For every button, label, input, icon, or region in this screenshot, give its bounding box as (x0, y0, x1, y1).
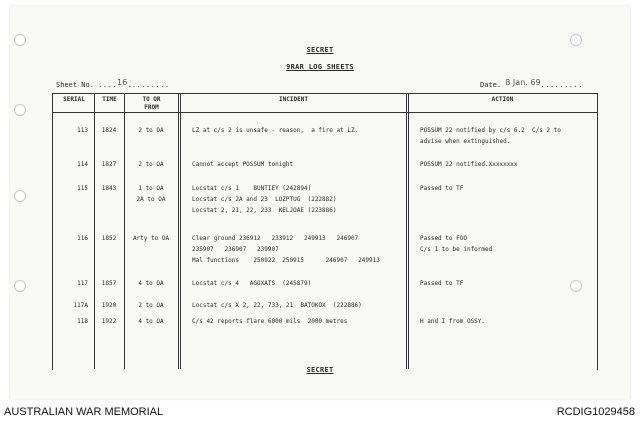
row-serial: 113 (77, 127, 88, 134)
row-incident: Locstat c/s 4 AGOXATS (245879) (192, 280, 312, 287)
column-divider (178, 93, 181, 369)
row-time: 1827 (101, 161, 117, 168)
row-incident: LZ at c/s 2 is unsafe - reason, a fire at LZ. (192, 127, 359, 134)
row-action: Passed to TF (420, 280, 464, 287)
punch-hole (14, 280, 26, 292)
header-divider (52, 112, 598, 113)
punch-hole (570, 34, 582, 46)
classification-top: SECRET (306, 46, 334, 54)
sheet-label: Sheet No. (56, 81, 94, 89)
row-time: 1852 (101, 235, 117, 242)
row-time: 1857 (101, 280, 117, 287)
row-action: POSSUM 22 notified.Xxxxxxxx (420, 161, 518, 168)
row-serial: 116 (77, 235, 88, 242)
punch-hole (14, 190, 26, 202)
punch-hole (14, 34, 26, 46)
row-time: 1824 (101, 127, 117, 134)
header-to-or-from: TO OR FROM (142, 96, 161, 111)
classification-bottom: SECRET (306, 366, 334, 374)
archive-name: AUSTRALIAN WAR MEMORIAL (4, 406, 164, 418)
row-serial: 117 (77, 280, 88, 287)
row-action: Passed to FOO C/s 1 to be informed (420, 235, 493, 253)
document-title: 9RAR LOG SHEETS (286, 63, 354, 71)
row-to-from: Arty to OA (132, 235, 170, 242)
archive-reference: RCDIG1029458 (556, 406, 635, 418)
sheet-number-line: Sheet No. ....16......... (56, 78, 170, 89)
header-time: TIME (102, 96, 117, 103)
row-serial: 114 (77, 161, 88, 168)
column-divider (406, 93, 409, 369)
sheet-dots: .... (98, 81, 118, 89)
date-label: Date. (480, 81, 502, 89)
header-serial: SERIAL (63, 96, 85, 103)
row-action: Passed to TF (420, 185, 464, 192)
row-serial: 115 (77, 185, 88, 192)
row-serial: 117A (73, 302, 88, 309)
row-incident: Locstat c/s X 2, 22, 733, 21 BATOKOX (222886) (192, 302, 362, 309)
row-incident: C/s 42 reports flare 6000 mils 2000 metres (192, 318, 348, 325)
row-to-from: 2 to OA (138, 302, 164, 309)
header-action: ACTION (491, 96, 514, 103)
row-time: 1843 (101, 185, 117, 192)
row-to-from: 1 to OA 2A to OA (136, 185, 166, 203)
row-action: POSSUM 22 notified by c/s 6.2 C/s 2 to advise when extinguished. (420, 127, 561, 145)
row-to-from: 2 to OA (138, 161, 164, 168)
row-incident: Locstat c/s 1 BUNTIEY (242894) Locstat c/s 2A and 23 LOZPTUG (222882) Locstat 2, 21, 22, 233 KELJOAE (223886) (192, 185, 337, 214)
date-value: 8 Jan. 69 (505, 78, 541, 87)
sheet-number: 16 (117, 78, 128, 87)
column-divider (124, 93, 125, 369)
date-line: Date. 8 Jan. 69......... (480, 78, 583, 89)
row-incident: Clear ground 236912 233912 249913 246907 235907 236907 239907 Mal functions 250922 250915 246907 249913 (192, 235, 380, 264)
row-serial: 118 (77, 318, 88, 325)
row-time: 1920 (101, 302, 117, 309)
punch-hole (14, 104, 26, 116)
row-to-from: 4 to OA (138, 318, 164, 325)
log-sheet-page (10, 6, 630, 399)
row-to-from: 2 to OA (138, 127, 164, 134)
row-time: 1922 (101, 318, 117, 325)
row-to-from: 4 to OA (138, 280, 164, 287)
row-action: H and I from OSSY. (420, 318, 486, 325)
row-incident: Cannot accept POSSUM tonight (192, 161, 294, 168)
header-incident: INCIDENT (279, 96, 308, 103)
